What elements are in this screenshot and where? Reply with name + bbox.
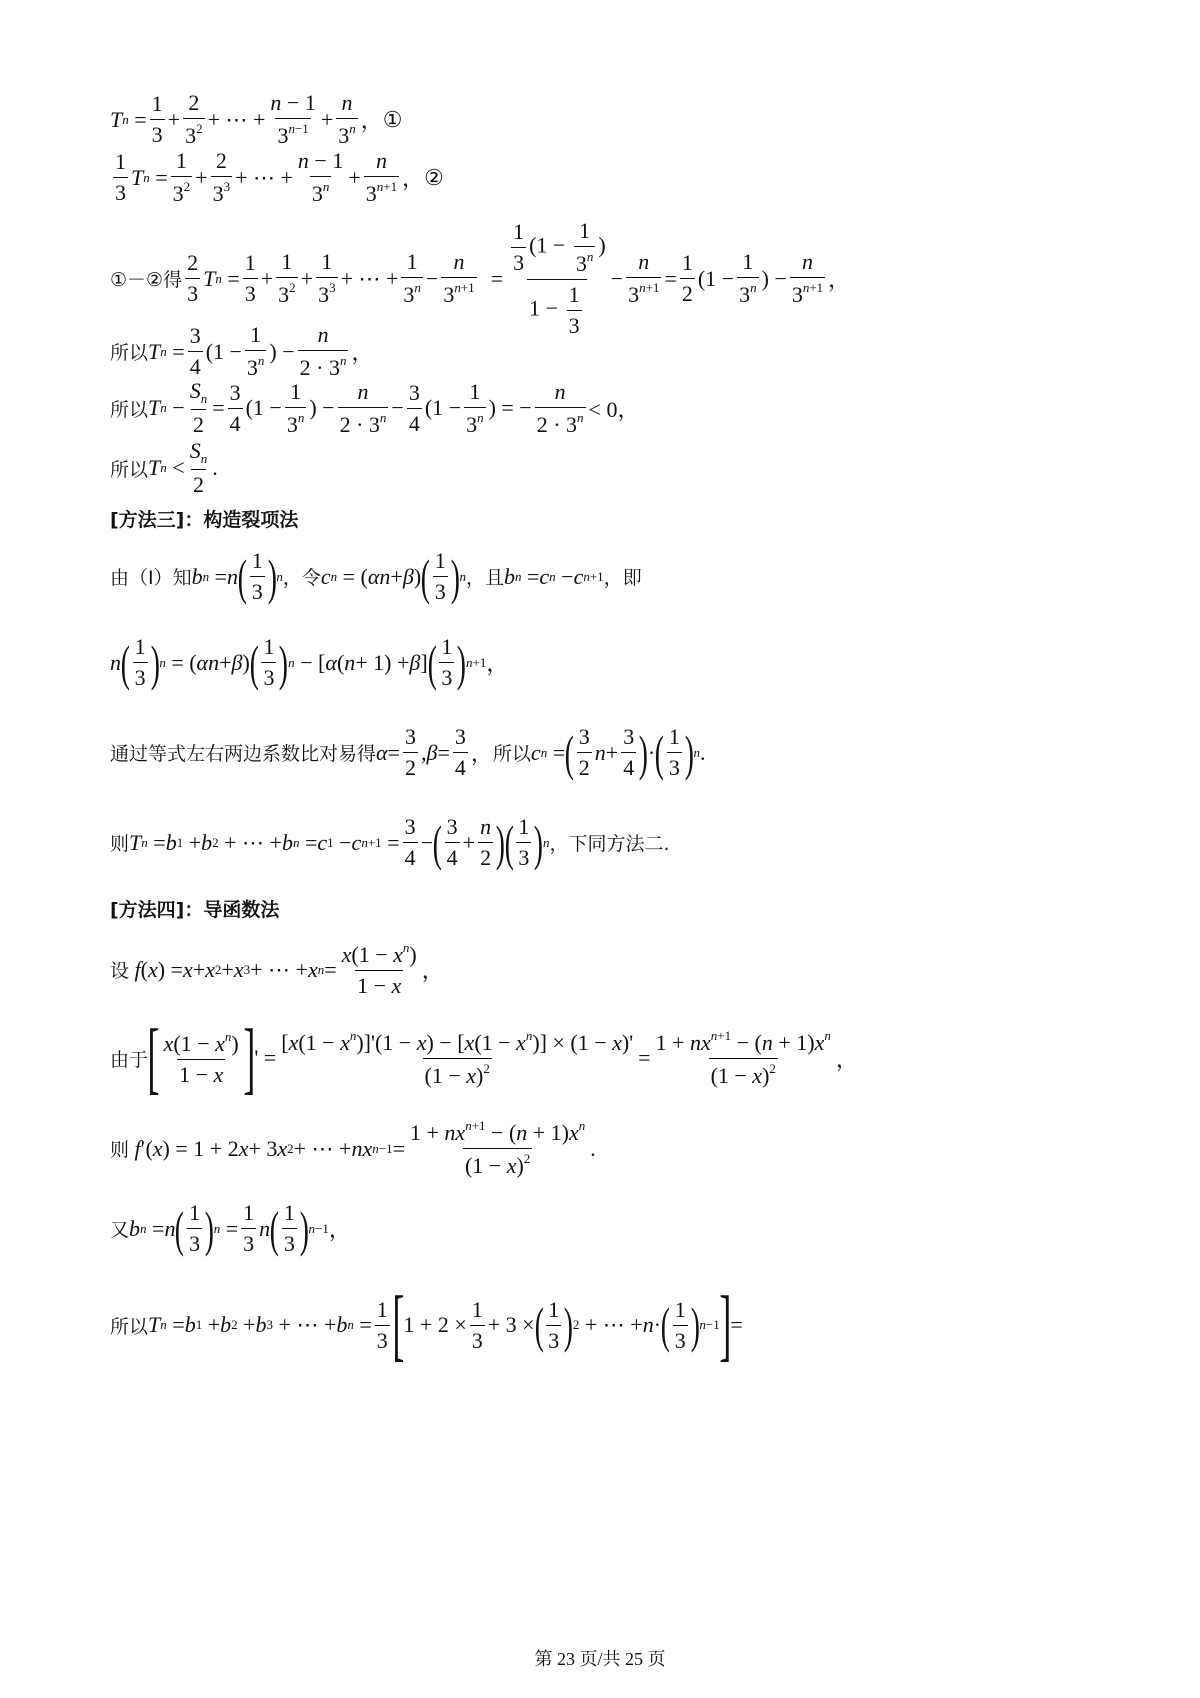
text-method3-b: ，令 bbox=[282, 567, 321, 589]
text-suoyi: 所以 bbox=[492, 743, 531, 765]
text-method3-a: 由（Ⅰ）知 bbox=[110, 567, 192, 589]
text-method3-then: 则 bbox=[110, 833, 130, 855]
eq-tn-closed: 所以 T n = $\frac{3}{4}$ (1 − $\frac{1}{3^n}$ ) − $\frac{n}{2 \cdot 3^n}$ ， bbox=[110, 322, 374, 380]
label-circle-1: ① bbox=[382, 106, 403, 132]
text-suoyi: 所以 bbox=[110, 342, 149, 364]
eq-method4-fprime: 则 f ′( x ) = 1 + 2 x + 3 x 2 + ⋯ + nx n−1 = $\frac{1 + nx^{n+1} - (n + 1)x^n}{(1 - x)^2}$ . bbox=[110, 1118, 596, 1178]
eq-method3-coeff: 通过等式左右两边系数比对易得 α = $\frac{3}{2}$ , β = $\frac{3}{4}$ ， 所以 c n = ( $\frac{3}{2}$ n + $\frac{3}{4}$ ) · ( $\frac{1}{3}$ ) n . bbox=[110, 724, 706, 781]
text-method4-then: 则 bbox=[110, 1139, 130, 1161]
page-footer: 第 23 页/共 25 页 bbox=[534, 1649, 666, 1669]
eq-tn-minus-sn: 所以 T n − $\frac{S_n}{2}$ = $\frac{3}{4}$ (1 − $\frac{1}{3^n}$ ) − $\frac{n}{2 \cdot 3^n}$ − $\frac{3}{4}$ (1 − $\frac{1}{3^n}$ ) = − $\frac{n}{2 \cdot 3^n}$ < 0， bbox=[110, 378, 640, 437]
text-suoyi: 所以 bbox=[110, 458, 149, 481]
text-method4-set: 设 bbox=[110, 960, 130, 982]
eq-method4-fx: 设 f ( x ) = x + x 2 + x 3 + ⋯ + x n = $\frac{x(1 - x^n)}{1 - x}$ ， bbox=[110, 940, 444, 998]
text-method4-since: 由于 bbox=[110, 1048, 149, 1071]
text-method4-so: 所以 bbox=[110, 1315, 149, 1338]
text-method3-same: ，下同方法二. bbox=[549, 833, 670, 855]
eq-method4-tn: 所以 T n = b 1 + b 2 + b 3 + ⋯ + b n = $\frac{1}{3}$ [ 1 + 2 × $\frac{1}{3}$ + 3 × ( $\frac{1}{3}$ ) 2 + ⋯ + n · ( $\frac{1}{3}$ ) n−1 ] = bbox=[110, 1281, 743, 1369]
text-method4-also: 又 bbox=[110, 1219, 130, 1241]
method3-heading: [方法三]：构造裂项法 bbox=[110, 509, 299, 531]
method4-heading: [方法四]：导函数法 bbox=[110, 899, 280, 921]
eq-method3-result: 则 T n = b 1 + b 2 + ⋯ + b n = c 1 − c n+1 = $\frac{3}{4}$ − ( $\frac{3}{4}$ + $\frac{n}{2}$ ) ( $\frac{1}{3}$ ) n ，下同方法二. bbox=[110, 814, 670, 871]
step3-prefix: ①－②得 bbox=[110, 269, 183, 291]
text-method3-d: ，即 bbox=[603, 567, 642, 589]
eq-method4-bn: 又 b n = n ( $\frac{1}{3}$ ) n = $\frac{1}{3}$ n ( $\frac{1}{3}$ ) n−1 ， bbox=[110, 1200, 351, 1257]
eq-subtract: ①－②得 $\frac{2}{3}$ T n = $\frac{1}{3}$ + $\frac{1}{3^2}$ + $\frac{1}{3^3}$ + ⋯ + $\frac{1}{3^n}$ − $\frac{n}{3^{n+1}}$ = $\frac{1}{3}$ (1 − $\frac{1}{3^n}$ ) 1 − $\frac{1}{3}$ − $\frac{n}{3^{n+1}}$ = $\frac{1}{2}$ (1 − $\frac{1}{3^n}$ ) − $\frac{n}{3^{n+1}}$ ， bbox=[110, 218, 851, 338]
eq-tn-less: 所以 T n < $\frac{S_n}{2}$ . bbox=[110, 438, 218, 497]
text-suoyi: 所以 bbox=[110, 398, 149, 421]
label-circle-2: ② bbox=[424, 164, 444, 190]
eq-third-tn: $\frac{1}{3}$ T n = $\frac{1}{3^2}$ + $\frac{2}{3^3}$ + ⋯ + $\frac{n - 1}{3^n}$ + $\frac{n}{3^{n+1}}$ ， ② bbox=[115, 148, 444, 206]
eq-tn-sum: T n = $\frac{1}{3}$ + $\frac{2}{3^2}$ + ⋯ + $\frac{n - 1}{3^{n-1}}$ + $\frac{n}{3^n}$ ， ① bbox=[110, 90, 403, 148]
eq-method4-derivative: 由于 [ $\frac{x(1 - x^n)}{1 - x}$ ] ' = $\frac{[x(1 - x^n)]'(1 - x) - [x(1 - x^n)] \times (1 - x)'}{(1 - x)^2}$ = $\frac{1 + nx^{n+1} - (n + 1)x^n}{(1 - x)^2}$ ， bbox=[110, 1014, 858, 1102]
eq-method3-intro: 由（Ⅰ）知 b n = n ( $\frac{1}{3}$ ) n ，令 c n = ( αn + β ) ( $\frac{1}{3}$ ) n ，且 b n = c n − c n+1 ，即 bbox=[110, 548, 642, 605]
text-method3-c: ，且 bbox=[465, 567, 504, 589]
eq-method3-identity: n ( $\frac{1}{3}$ ) n = ( αn + β ) ( $\frac{1}{3}$ ) n − [ α ( n + 1) + β ] ( $\frac{1}{3}$ ) n+1 ， bbox=[110, 634, 509, 691]
text-method3-coeff: 通过等式左右两边系数比对易得 bbox=[110, 743, 377, 765]
